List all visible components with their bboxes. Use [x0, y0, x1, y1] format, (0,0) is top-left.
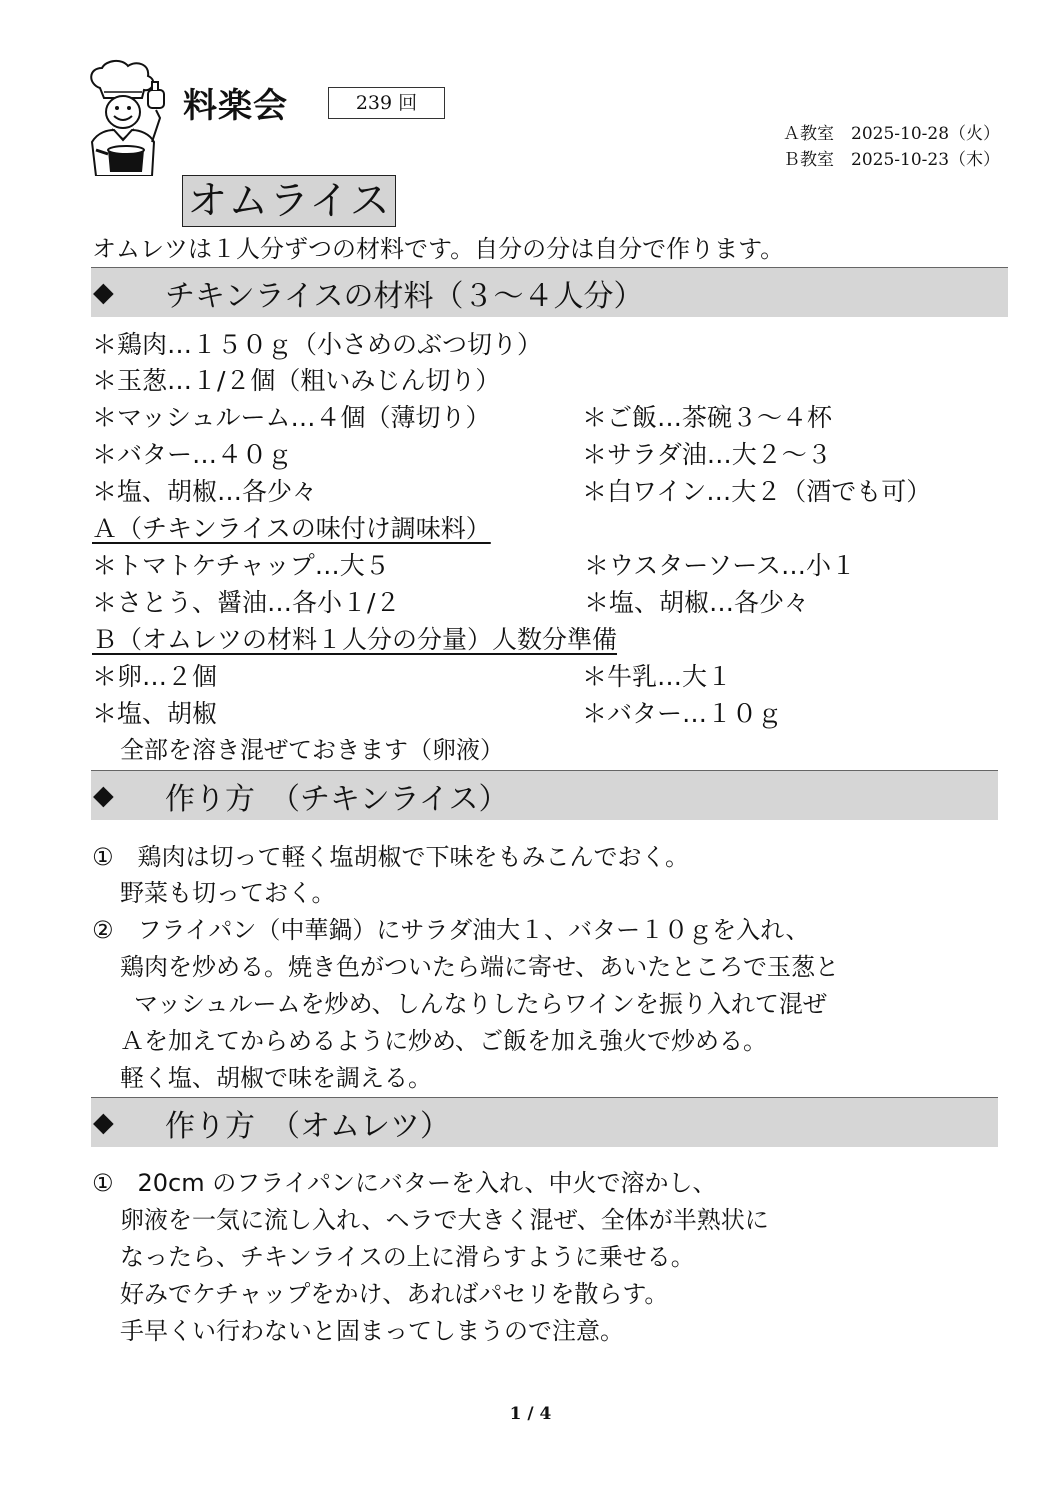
ingredient-ketchup: ＊トマトケチャップ…大５ — [92, 551, 390, 580]
section-method-rice-header — [91, 770, 998, 820]
diamond-marker: ◆ — [93, 780, 114, 811]
method-omelet-step: ① 20cm のフライパンにバターを入れ、中火で溶かし、 — [92, 1169, 717, 1197]
ingredient-a-salt-pepper: ＊塩、胡椒…各少々 — [584, 588, 810, 617]
ingredient-white-wine: ＊白ワイン…大２（酒でも可） — [582, 477, 932, 506]
ingredient-salad-oil: ＊サラダ油…大２～３ — [582, 440, 832, 469]
diamond-marker: ◆ — [93, 1107, 114, 1138]
ingredient-worcester: ＊ウスターソース…小１ — [584, 551, 857, 580]
method-omelet-step: 卵液を一気に流し入れ、ヘラで大きく混ぜ、全体が半熟状に — [120, 1206, 769, 1234]
method-rice-step: 鶏肉を炒める。焼き色がついたら端に寄せ、あいたところで玉葱と — [120, 953, 840, 981]
section-method-omelet-title: 作り方 （オムレツ） — [165, 1108, 450, 1144]
ingredient-salt-pepper: ＊塩、胡椒…各少々 — [92, 477, 318, 506]
ingredient-onion: ＊玉葱…１/２個（粗いみじん切り） — [92, 366, 501, 395]
ingredient-sugar-soy: ＊さとう、醤油…各小１/２ — [92, 588, 401, 617]
dish-note: オムレツは１人分ずつの材料です。自分の分は自分で作ります。 — [92, 235, 785, 263]
ingredient-butter: ＊バター…４０ｇ — [92, 440, 293, 469]
method-omelet-step: 手早くい行わないと固まってしまうので注意。 — [120, 1317, 624, 1345]
section-method-omelet-header — [91, 1097, 998, 1147]
method-rice-step: 軽く塩、胡椒で味を調える。 — [120, 1064, 432, 1092]
section-ingredients-header — [91, 267, 1008, 317]
ingredient-mushroom: ＊マッシュルーム…４個（薄切り） — [92, 403, 491, 432]
section-method-rice-title: 作り方 （チキンライス） — [165, 781, 509, 817]
dish-title: オムライス — [182, 175, 396, 227]
class-b-date: Ｂ教室 2025-10-23（木） — [783, 150, 1001, 170]
group-b-title: Ｂ（オムレツの材料１人分の分量）人数分準備 — [92, 625, 618, 654]
method-omelet-step: なったら、チキンライスの上に滑らすように乗せる。 — [120, 1243, 695, 1271]
method-omelet-step: 好みでケチャップをかけ、あればパセリを散らす。 — [120, 1280, 669, 1308]
diamond-marker: ◆ — [93, 277, 114, 308]
method-rice-step: Ａを加えてからめるように炒め、ご飯を加え強火で炒める。 — [120, 1027, 768, 1055]
method-rice-step: 野菜も切っておく。 — [120, 879, 336, 907]
method-rice-step: マッシュルームを炒め、しんなりしたらワインを振り入れて混ぜ — [134, 990, 827, 1018]
ingredient-egg: ＊卵…２個 — [92, 662, 218, 691]
ingredient-milk: ＊牛乳…大１ — [582, 662, 733, 691]
group-a-title: Ａ（チキンライスの味付け調味料） — [92, 514, 491, 543]
class-a-date: Ａ教室 2025-10-28（火） — [783, 124, 1001, 144]
chef-illustration — [78, 58, 174, 176]
ingredient-chicken: ＊鶏肉…１５０ｇ（小さめのぶつ切り） — [92, 330, 543, 359]
page-number: 1 / 4 — [509, 1404, 552, 1424]
ingredient-b-note: 全部を溶き混ぜておきます（卵液） — [120, 736, 504, 764]
section-ingredients-title: チキンライスの材料（３～４人分） — [165, 278, 644, 314]
club-name: 料楽会 — [183, 86, 288, 126]
method-rice-step: ② フライパン（中華鍋）にサラダ油大１、バター１０ｇを入れ、 — [92, 916, 810, 944]
session-number: 239 回 — [328, 87, 445, 119]
ingredient-b-salt-pepper: ＊塩、胡椒 — [92, 699, 218, 728]
ingredient-rice: ＊ご飯…茶碗３～４杯 — [582, 403, 833, 432]
ingredient-b-butter: ＊バター…１０ｇ — [582, 699, 783, 728]
method-rice-step: ① 鶏肉は切って軽く塩胡椒で下味をもみこんでおく。 — [92, 843, 690, 871]
